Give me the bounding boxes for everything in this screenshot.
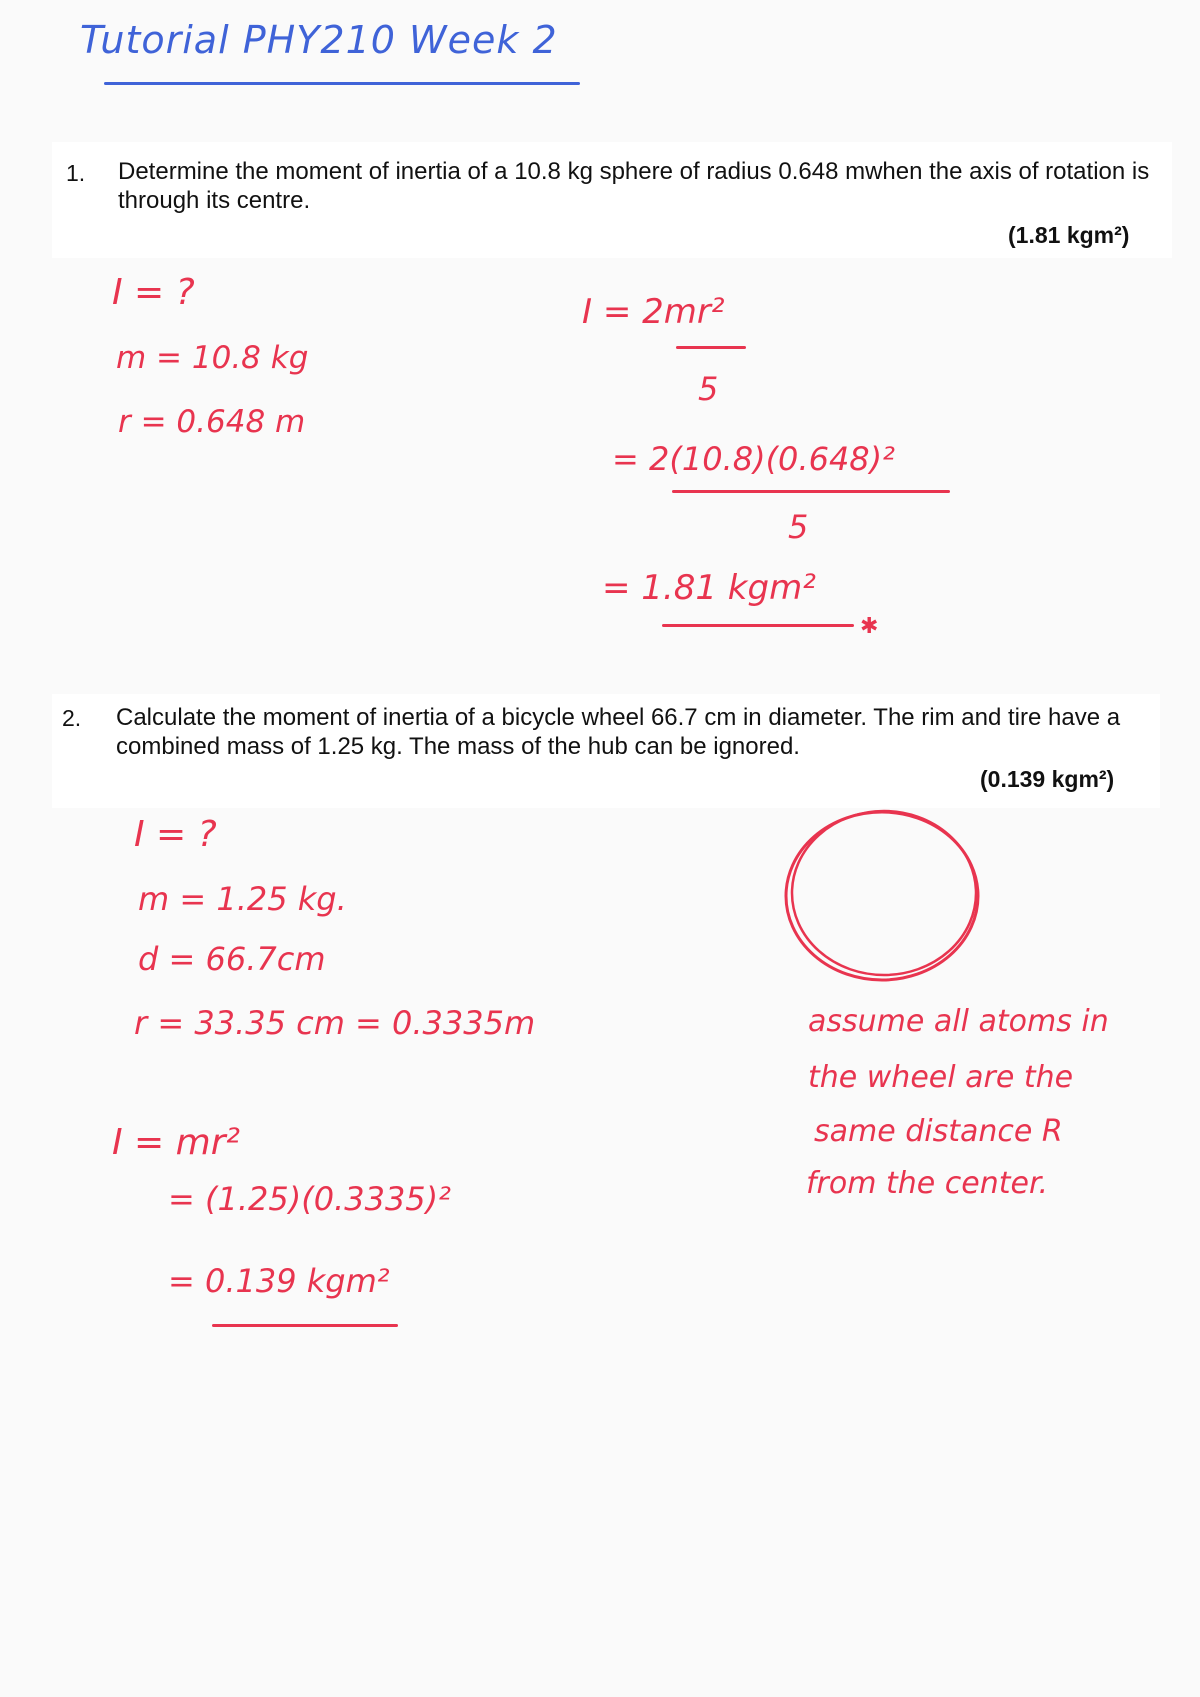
q2-result-underline [212, 1324, 398, 1327]
q1-given-i: I = ? [112, 272, 195, 313]
q1-result: = 1.81 kgm² [602, 568, 816, 608]
q2-substitution: = (1.25)(0.3335)² [168, 1180, 451, 1218]
question-2-text: Calculate the moment of inertia of a bicycle wheel 66.7 cm in diameter. The rim and tire have a combined mass of 1.25 kg. The mass of the hub can be ignored. [116, 704, 1121, 760]
q2-side-note-line-4: from the center. [806, 1166, 1049, 1201]
q2-given-r: r = 33.35 cm = 0.3335m [134, 1004, 536, 1042]
q2-given-d: d = 66.7cm [138, 940, 326, 978]
question-1-text: Determine the moment of inertia of a 10.8 kg sphere of radius 0.648 mwhen the axis of rotation is through its centre. [118, 158, 1150, 214]
q2-formula: I = mr² [112, 1122, 240, 1163]
q1-substitution-numerator: = 2(10.8)(0.648)² [612, 440, 895, 478]
q2-side-note-line-1: assume all atoms in [808, 1004, 1109, 1039]
question-2-answer: (0.139 kgm²) [980, 766, 1115, 792]
q2-given-i: I = ? [134, 814, 217, 855]
q2-result: = 0.139 kgm² [168, 1262, 390, 1300]
question-1-number: 1. [66, 160, 86, 186]
q1-substitution-denominator: 5 [788, 508, 809, 546]
q2-given-m: m = 1.25 kg. [138, 880, 347, 918]
q1-given-r: r = 0.648 m [118, 404, 306, 440]
title-underline [104, 82, 580, 85]
q1-formula-fraction-bar [676, 346, 746, 349]
q1-answer-mark: ✱ [860, 614, 879, 639]
q1-given-m: m = 10.8 kg [116, 340, 309, 376]
q2-side-note-line-3: same distance R [814, 1114, 1063, 1149]
q1-substitution-fraction-bar [672, 490, 950, 493]
q1-formula-numerator: I = 2mr² [582, 292, 725, 332]
q1-result-underline [662, 624, 854, 627]
question-1-answer: (1.81 kgm²) [1008, 222, 1130, 248]
wheel-sketch [776, 800, 990, 990]
q1-formula-denominator: 5 [698, 370, 719, 408]
q2-side-note-line-2: the wheel are the [808, 1060, 1074, 1095]
question-2-number: 2. [62, 705, 82, 731]
page-title: Tutorial PHY210 Week 2 [80, 18, 558, 62]
